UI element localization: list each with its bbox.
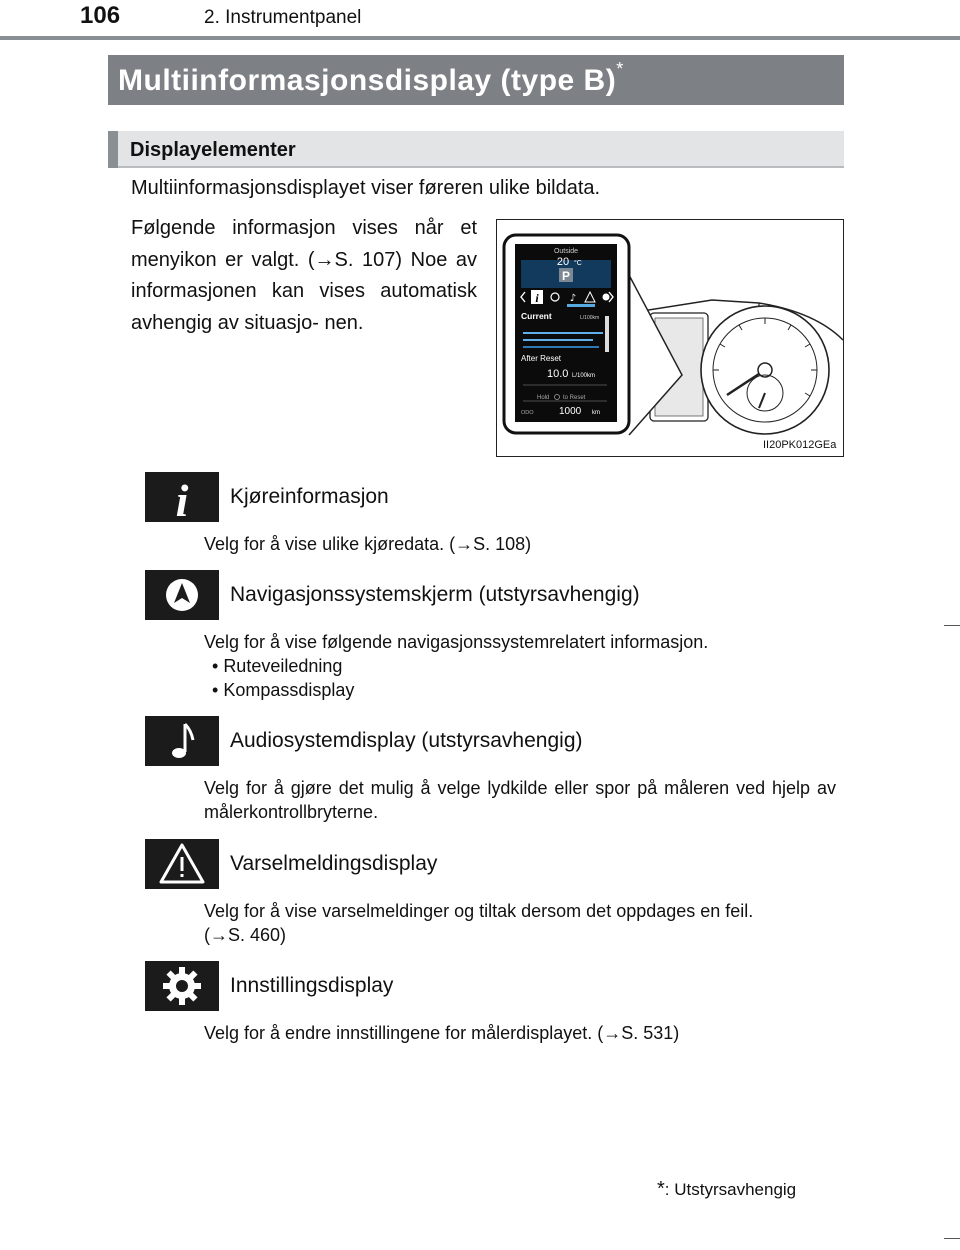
page-number: 106 xyxy=(80,2,121,29)
margin-tick xyxy=(944,625,960,626)
section-heading: Displayelementer xyxy=(130,139,296,161)
navigation-icon xyxy=(145,570,219,620)
bullet-text: Ruteveiledning xyxy=(223,656,343,676)
warning-icon xyxy=(145,839,219,889)
instrument-panel-figure xyxy=(496,219,844,457)
paragraph-line: nen. xyxy=(324,311,364,334)
bullet-text: Kompassdisplay xyxy=(223,680,355,700)
gear-indicator: P xyxy=(561,269,571,283)
figure-caption: II20PK012GEa xyxy=(763,439,837,451)
footnote xyxy=(657,1178,796,1201)
odo-label: ODO xyxy=(521,410,534,416)
footnote-mark: * xyxy=(657,1178,665,1200)
item-title: Varselmeldingsdisplay xyxy=(230,852,438,875)
svg-text:i: i xyxy=(175,475,189,522)
description-line: Velg for å vise varselmeldinger og tiltak dersom det oppdages en feil. xyxy=(204,901,754,921)
after-reset-label: After Reset xyxy=(521,354,562,363)
svg-text:♪: ♪ xyxy=(569,293,577,304)
intro-text: Multiinformasjonsdisplayet viser føreren ulike bildata. xyxy=(131,177,601,199)
bullet-item: • Ruteveiledning xyxy=(212,656,343,676)
svg-text:i: i xyxy=(535,291,539,305)
page-title-text: Multiinformasjonsdisplay (type B) xyxy=(118,64,617,97)
chapter-title: 2. Instrumentpanel xyxy=(204,7,362,28)
paragraph-line: Noe av informasjonen kan vises xyxy=(131,248,478,302)
item-description: Velg for å vise ulike kjøredata. (→S. 108) xyxy=(204,534,532,554)
item-title: Kjøreinformasjon xyxy=(230,485,389,508)
item-description xyxy=(204,899,836,947)
section-accent xyxy=(108,131,118,168)
item-description: Velg for å vise følgende navigasjonssystemrelatert informasjon. xyxy=(204,632,709,652)
description-line: hjelp av målerkontrollbryterne. xyxy=(204,778,836,822)
temperature-unit: °C xyxy=(574,260,582,267)
page-title-bar xyxy=(108,55,844,105)
item-title: Innstillingsdisplay xyxy=(230,974,394,997)
instrument-panel-illustration xyxy=(497,220,843,456)
paragraph-line: automatisk avhengig av situasjo- xyxy=(131,280,477,334)
bullet-item: • Kompassdisplay xyxy=(212,680,355,700)
item-description xyxy=(204,776,836,824)
gear-icon xyxy=(145,961,219,1011)
odo-value: 1000 xyxy=(559,406,582,417)
after-reset-value: 10.0 xyxy=(547,368,569,380)
item-description: Velg for å endre innstillingene for målerdisplayet. (→S. 531) xyxy=(204,1023,680,1043)
section-heading-bar xyxy=(108,131,844,168)
outside-label: Outside xyxy=(553,248,579,255)
description-line: Velg for å gjøre det mulig å velge lydkilde eller spor på måleren ved xyxy=(204,778,766,798)
item-title: Audiosystemdisplay (utstyrsavhengig) xyxy=(230,729,583,752)
page-title xyxy=(118,59,624,98)
title-asterisk: * xyxy=(616,59,624,79)
info-icon xyxy=(145,472,219,522)
margin-tick xyxy=(944,1238,960,1239)
description-paragraph xyxy=(131,213,477,339)
odo-unit: km xyxy=(592,410,600,416)
to-reset-text: to Reset xyxy=(563,395,586,401)
paragraph-line: Følgende informasjon vises når et xyxy=(131,217,477,239)
footnote-text: : Utstyrsavhengig xyxy=(664,1180,797,1199)
after-reset-unit: L/100km xyxy=(572,373,596,379)
paragraph-line: menyikon er valgt. (→S. 107) xyxy=(131,248,403,271)
hold-text: Hold xyxy=(537,395,550,401)
item-title: Navigasjonssystemskjerm (utstyrsavhengig) xyxy=(230,583,640,606)
header-rule xyxy=(0,36,960,40)
current-label: Current xyxy=(521,311,552,321)
current-unit: L/100km xyxy=(580,315,600,321)
description-line: (→S. 460) xyxy=(204,925,287,945)
temperature-value: 20 xyxy=(556,256,570,268)
music-note-icon xyxy=(145,716,219,766)
